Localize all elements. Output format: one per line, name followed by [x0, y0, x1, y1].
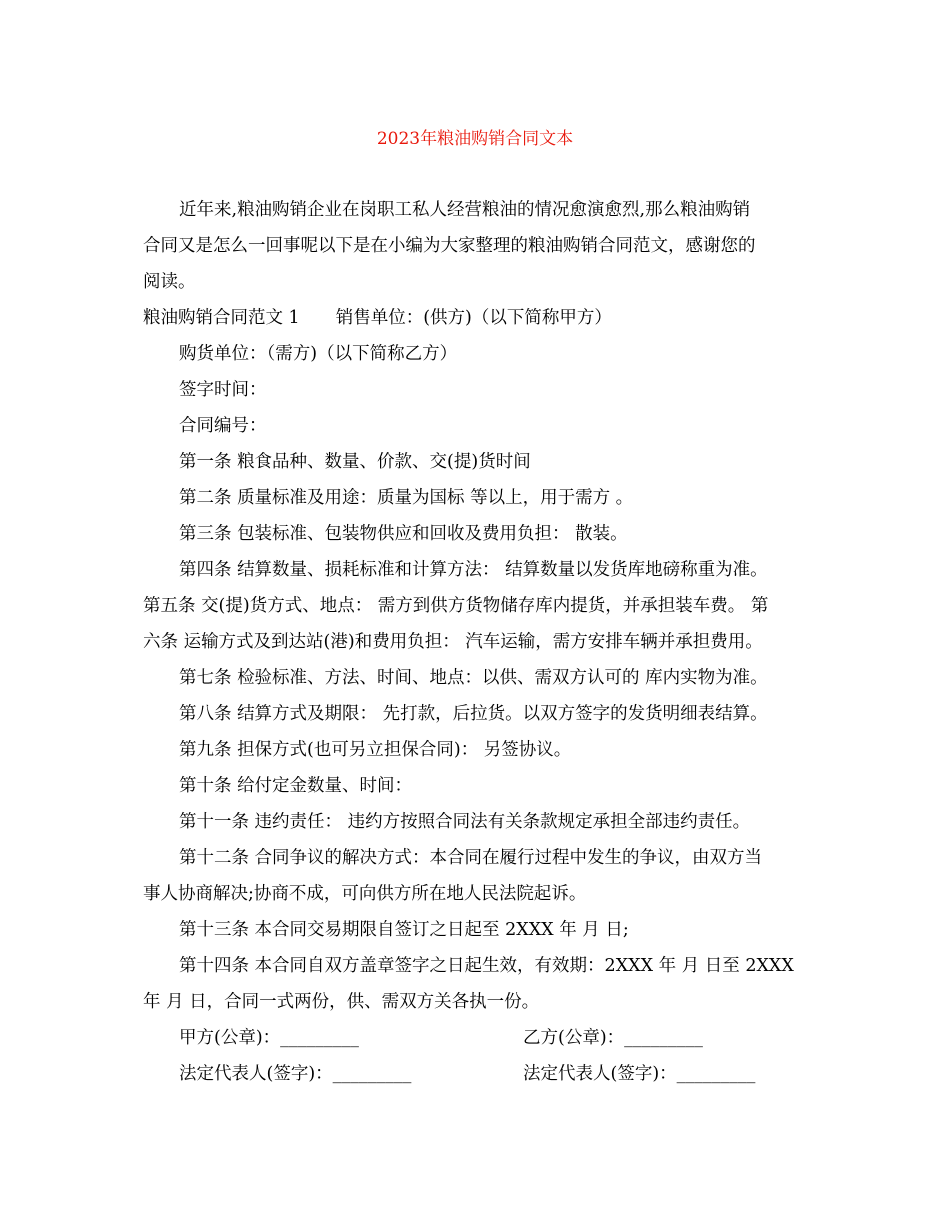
intro-line: 阅读。: [143, 272, 196, 292]
party-b-seal: 乙方(公章)：_________: [523, 1028, 703, 1048]
party-a-seal: 甲方(公章)：_________: [179, 1028, 359, 1048]
clause-14-line: 年 月 日，合同一式两份，供、需双方关各执一份。: [143, 992, 540, 1012]
buyer-field: 购货单位：（需方)（以下简称乙方）: [179, 344, 458, 364]
party-a-representative: 法定代表人(签字)：_________: [179, 1064, 412, 1084]
clause-11: 第十一条 违约责任： 违约方按照合同法有关条款规定承担全部违约责任。: [179, 812, 751, 832]
clause-10: 第十条 给付定金数量、时间：: [179, 776, 413, 796]
party-b-representative: 法定代表人(签字)：_________: [523, 1064, 756, 1084]
clause-5-6-line: 六条 运输方式及到达站(港)和费用负担： 汽车运输，需方安排车辆并承担费用。: [143, 632, 763, 652]
document-title: 2023年粮油购销合同文本: [376, 129, 574, 149]
clause-4: 第四条 结算数量、损耗标准和计算方法： 结算数量以发货库地磅称重为准。: [179, 560, 768, 580]
clause-13: 第十三条 本合同交易期限自签订之日起至 2XXX 年 月 日;: [179, 920, 629, 940]
document-body: [143, 192, 805, 1092]
contract-number-field: 合同编号：: [179, 416, 267, 436]
clause-1: 第一条 粮食品种、数量、价款、交(提)货时间: [179, 452, 531, 472]
clause-12-line: 事人协商解决;协商不成，可向供方所在地人民法院起诉。: [143, 884, 587, 904]
signature-row-rep: [143, 1056, 805, 1092]
signature-row-seal: [143, 1020, 805, 1056]
section-heading-row: [143, 300, 805, 336]
intro-line: 近年来,粮油购销企业在岗职工私人经营粮油的情况愈演愈烈,那么粮油购销: [179, 200, 751, 220]
clause-8: 第八条 结算方式及期限： 先打款，后拉货。以双方签字的发货明细表结算。: [179, 704, 768, 724]
clause-3: 第三条 包装标准、包装物供应和回收及费用负担： 散装。: [179, 524, 628, 544]
clause-5-6-line: 第五条 交(提)货方式、地点： 需方到供方货物储存库内提货，并承担装车费。 第: [143, 596, 769, 616]
clause-2: 第二条 质量标准及用途：质量为国标 等以上，用于需方 。: [179, 488, 634, 508]
intro-line: 合同又是怎么一回事呢以下是在小编为大家整理的粮油购销合同范文，感谢您的: [143, 236, 756, 256]
section-heading: 粮油购销合同范文 1: [143, 308, 300, 328]
seller-field: 销售单位：(供方)（以下简称甲方）: [335, 308, 612, 328]
clause-9: 第九条 担保方式(也可另立担保合同)： 另签协议。: [179, 740, 572, 760]
clause-12-line: 第十二条 合同争议的解决方式：本合同在履行过程中发生的争议，由双方当: [179, 848, 763, 868]
sign-time-field: 签字时间：: [179, 380, 267, 400]
clause-7: 第七条 检验标准、方法、时间、地点：以供、需双方认可的 库内实物为准。: [179, 668, 768, 688]
clause-14-line: 第十四条 本合同自双方盖章签字之日起生效，有效期：2XXX 年 月 日至 2XXX: [179, 956, 794, 976]
